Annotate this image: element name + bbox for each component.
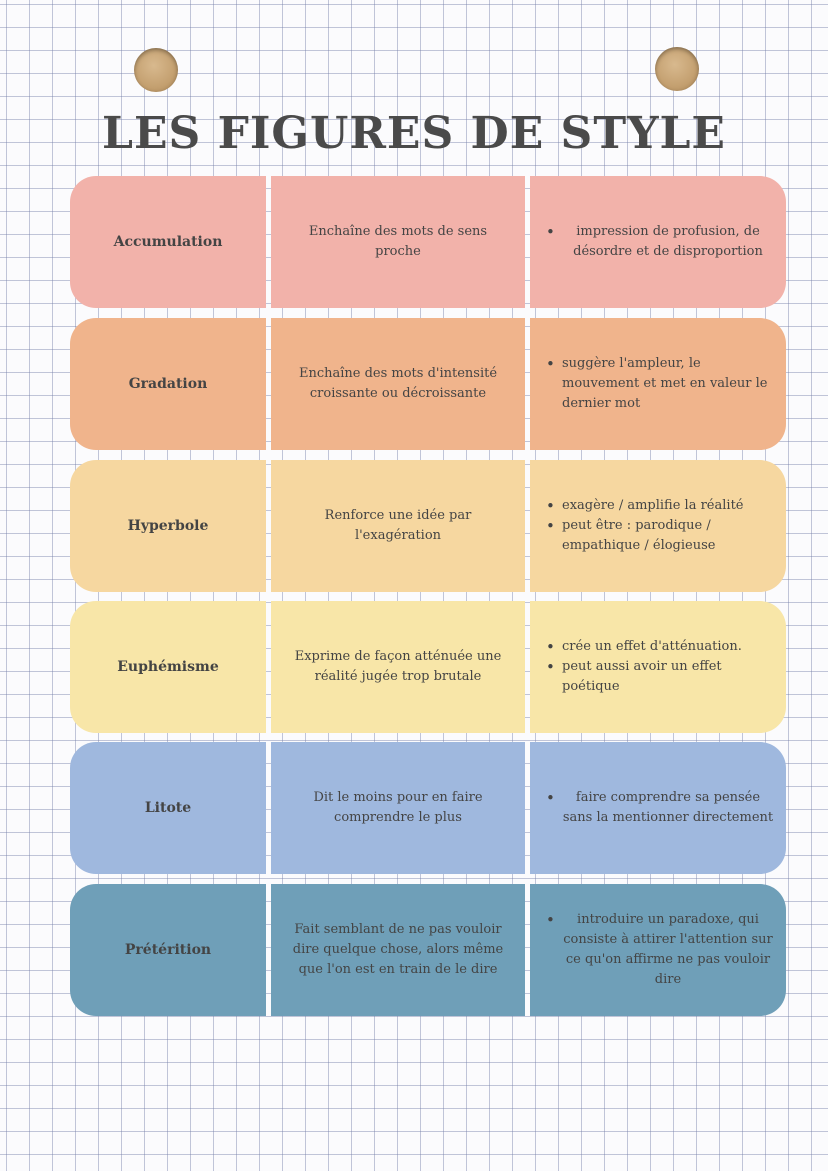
figure-definition: Renforce une idée par l'exagération bbox=[271, 460, 525, 592]
figure-name: Prétérition bbox=[70, 884, 266, 1016]
figure-row-litote bbox=[70, 742, 786, 874]
page-title: LES FIGURES DE STYLE bbox=[102, 108, 726, 159]
figure-definition: Dit le moins pour en faire comprendre le plus bbox=[271, 742, 525, 874]
figure-definition: Fait semblant de ne pas vouloir dire quelque chose, alors même que l'on est en train de le dire bbox=[271, 884, 525, 1016]
figure-effects bbox=[530, 176, 786, 308]
figure-row-hyperbole bbox=[70, 460, 786, 592]
figure-definition: Enchaîne des mots de sens proche bbox=[271, 176, 525, 308]
figure-effects bbox=[530, 884, 786, 1016]
figure-effects bbox=[530, 318, 786, 450]
figure-effects bbox=[530, 601, 786, 733]
effect-item: • peut être : parodique / empathique / élogieuse bbox=[544, 516, 774, 556]
figure-effects bbox=[530, 742, 786, 874]
figure-definition: Exprime de façon atténuée une réalité jugée trop brutale bbox=[271, 601, 525, 733]
figure-name: Gradation bbox=[70, 318, 266, 450]
figure-name: Hyperbole bbox=[70, 460, 266, 592]
figure-row-euphemisme bbox=[70, 601, 786, 733]
figure-definition: Enchaîne des mots d'intensité croissante ou décroissante bbox=[271, 318, 525, 450]
figure-row-gradation bbox=[70, 318, 786, 450]
effect-item: • introduire un paradoxe, qui consiste à attirer l'attention sur ce qu'on affirme ne pas vouloir dire bbox=[544, 910, 774, 990]
figure-name: Accumulation bbox=[70, 176, 266, 308]
figure-name: Euphémisme bbox=[70, 601, 266, 733]
effect-item: • suggère l'ampleur, le mouvement et met en valeur le dernier mot bbox=[544, 354, 774, 414]
effect-item: • crée un effet d'atténuation. bbox=[544, 637, 774, 657]
effect-item: • impression de profusion, de désordre et de disproportion bbox=[544, 222, 774, 262]
figure-effects bbox=[530, 460, 786, 592]
effect-item: • faire comprendre sa pensée sans la mentionner directement bbox=[544, 788, 774, 828]
figure-name: Litote bbox=[70, 742, 266, 874]
figure-row-preterition bbox=[70, 884, 786, 1016]
binder-hole-left bbox=[134, 48, 178, 92]
effect-item: • exagère / amplifie la réalité bbox=[544, 496, 774, 516]
binder-hole-right bbox=[655, 47, 699, 91]
effect-item: • peut aussi avoir un effet poétique bbox=[544, 657, 774, 697]
figure-row-accumulation bbox=[70, 176, 786, 308]
